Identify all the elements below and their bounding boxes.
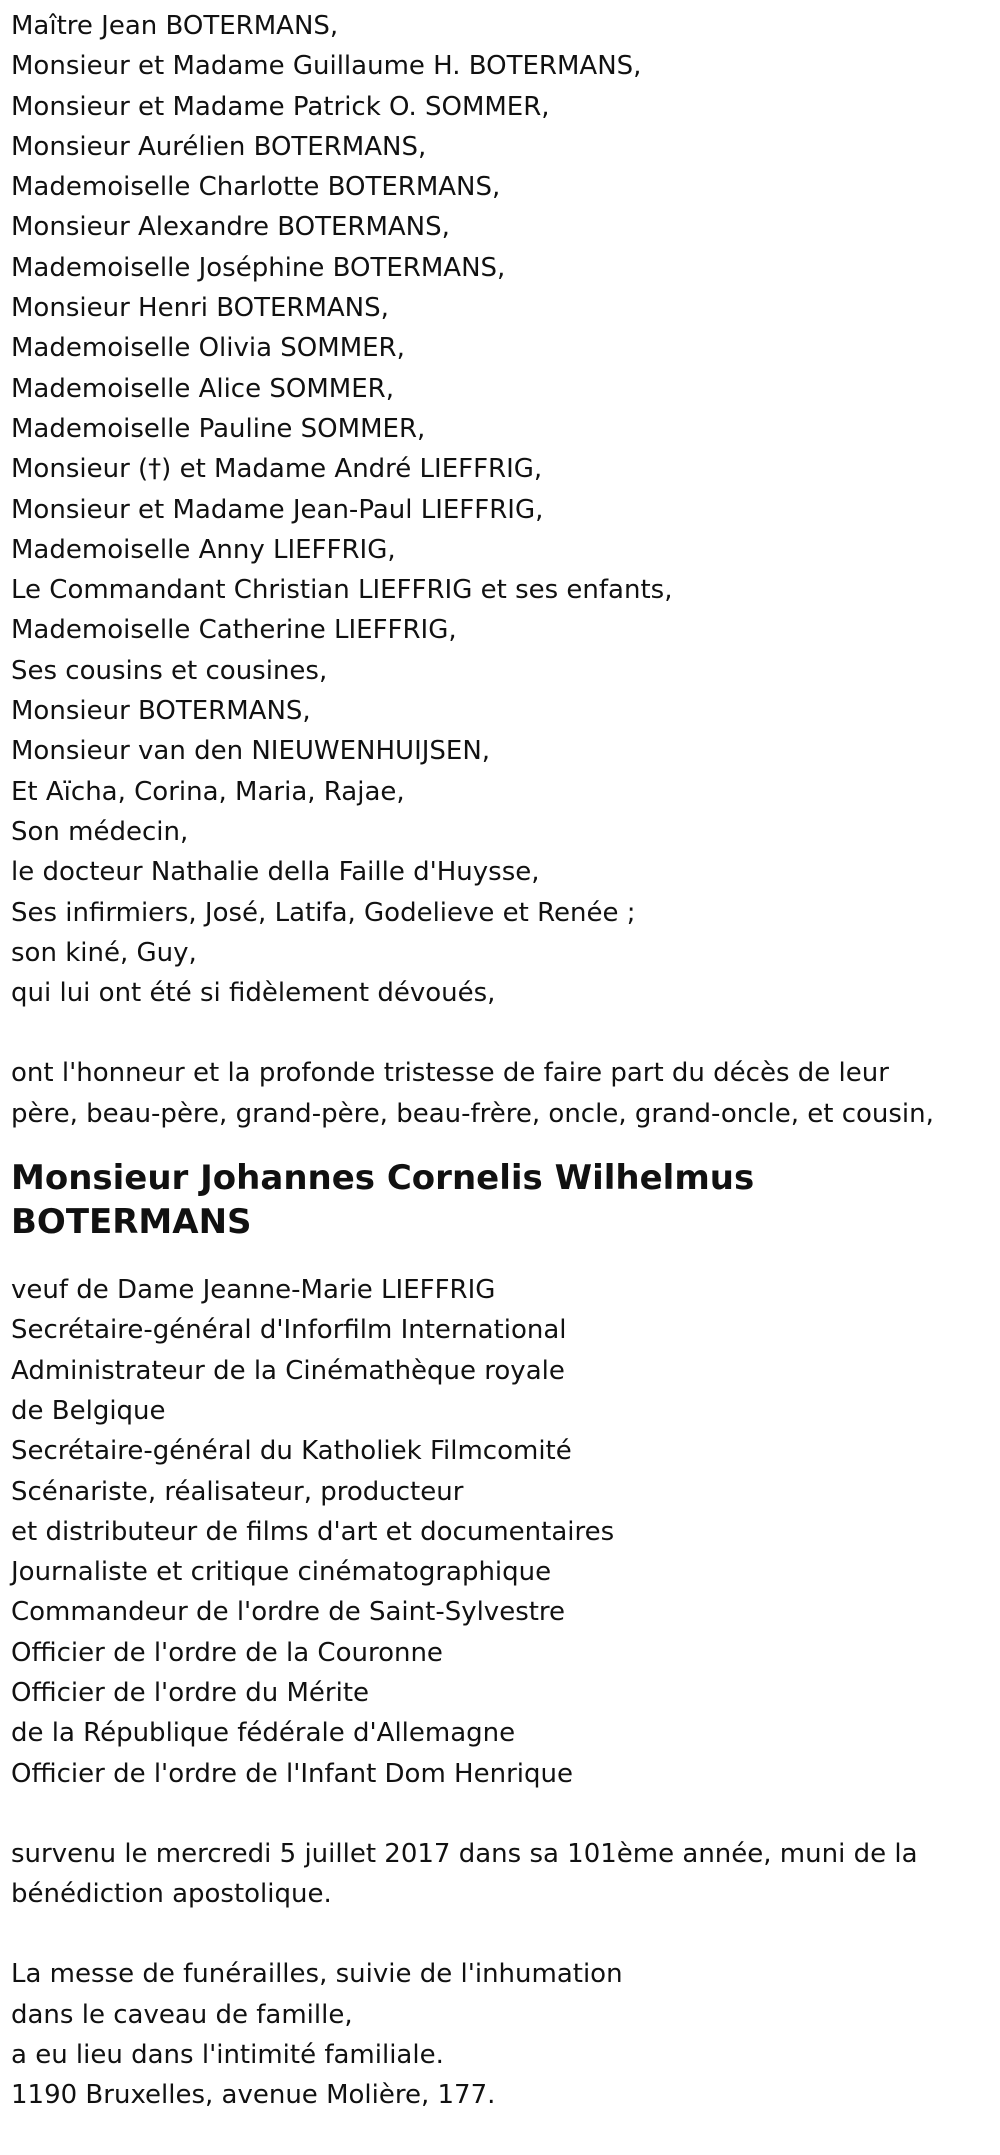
death-notice-line: bénédiction apostolique. [11, 1879, 332, 1910]
title-line: Commandeur de l'ordre de Saint-Sylvestre [11, 1597, 566, 1628]
family-line: Monsieur van den NIEUWENHUIJSEN, [11, 736, 491, 767]
title-line: et distributeur de films d'art et documentaires [11, 1516, 615, 1547]
title-line: de la République fédérale d'Allemagne [11, 1718, 516, 1749]
announcement-line: père, beau-père, grand-père, beau-frère, oncle, grand-oncle, et cousin, [11, 1098, 934, 1129]
family-line: le docteur Nathalie della Faille d'Huysse, [11, 857, 540, 888]
family-line: Monsieur Aurélien BOTERMANS, [11, 131, 427, 162]
obituary-document [11, 6, 991, 2116]
title-line: Officier de l'ordre de la Couronne [11, 1637, 443, 1668]
family-line: Monsieur et Madame Guillaume H. BOTERMANS, [11, 51, 642, 82]
family-line: Mademoiselle Charlotte BOTERMANS, [11, 172, 501, 203]
title-line: de Belgique [11, 1395, 166, 1426]
family-line: qui lui ont été si fidèlement dévoués, [11, 978, 496, 1009]
family-line: Ses cousins et cousines, [11, 655, 328, 686]
title-line: Officier de l'ordre du Mérite [11, 1677, 370, 1708]
title-line: Administrateur de la Cinémathèque royale [11, 1355, 565, 1386]
deceased-name-line: Monsieur Johannes Cornelis Wilhelmus [11, 1158, 755, 1199]
announcement-line: ont l'honneur et la profonde tristesse de faire part du décès de leur [11, 1058, 889, 1089]
family-line: Son médecin, [11, 816, 189, 847]
funeral-line: a eu lieu dans l'intimité familiale. [11, 2040, 444, 2071]
family-line: Et Aïcha, Corina, Maria, Rajae, [11, 776, 405, 807]
family-line: Mademoiselle Catherine LIEFFRIG, [11, 615, 457, 646]
family-line: Mademoiselle Pauline SOMMER, [11, 413, 426, 444]
title-line: Scénariste, réalisateur, producteur [11, 1476, 464, 1507]
family-line: Monsieur BOTERMANS, [11, 696, 311, 727]
family-line: Monsieur Alexandre BOTERMANS, [11, 212, 450, 243]
title-line: veuf de Dame Jeanne-Marie LIEFFRIG [11, 1275, 496, 1306]
family-line: Monsieur et Madame Patrick O. SOMMER, [11, 91, 550, 122]
titles-list [11, 1270, 991, 1794]
funeral-line: La messe de funérailles, suivie de l'inhumation [11, 1959, 623, 1990]
title-line: Journaliste et critique cinématographique [11, 1557, 552, 1588]
title-line: Secrétaire-général d'Inforfilm International [11, 1315, 567, 1346]
funeral-line: dans le caveau de famille, [11, 1999, 353, 2030]
death-notice-paragraph [11, 1834, 991, 1915]
family-line: Ses infirmiers, José, Latifa, Godelieve et Renée ; [11, 897, 636, 928]
announcement-paragraph [11, 1053, 991, 1134]
family-line: Mademoiselle Anny LIEFFRIG, [11, 534, 396, 565]
deceased-name-heading [11, 1156, 991, 1244]
family-line: Mademoiselle Joséphine BOTERMANS, [11, 252, 506, 283]
family-line: Le Commandant Christian LIEFFRIG et ses enfants, [11, 575, 673, 606]
family-line: Monsieur et Madame Jean-Paul LIEFFRIG, [11, 494, 544, 525]
family-list [11, 6, 991, 1013]
family-line: Monsieur (†) et Madame André LIEFFRIG, [11, 454, 543, 485]
death-notice-line: survenu le mercredi 5 juillet 2017 dans sa 101ème année, muni de la [11, 1838, 918, 1869]
family-line: Mademoiselle Alice SOMMER, [11, 373, 394, 404]
family-line: son kiné, Guy, [11, 937, 197, 968]
family-line: Monsieur Henri BOTERMANS, [11, 293, 389, 324]
family-line: Mademoiselle Olivia SOMMER, [11, 333, 405, 364]
title-line: Secrétaire-général du Katholiek Filmcomité [11, 1436, 572, 1467]
family-line: Maître Jean BOTERMANS, [11, 11, 339, 41]
funeral-paragraph [11, 1954, 991, 2115]
title-line: Officier de l'ordre de l'Infant Dom Henrique [11, 1758, 573, 1789]
funeral-address-line: 1190 Bruxelles, avenue Molière, 177. [11, 2080, 496, 2111]
deceased-surname-line: BOTERMANS [11, 1202, 252, 1243]
